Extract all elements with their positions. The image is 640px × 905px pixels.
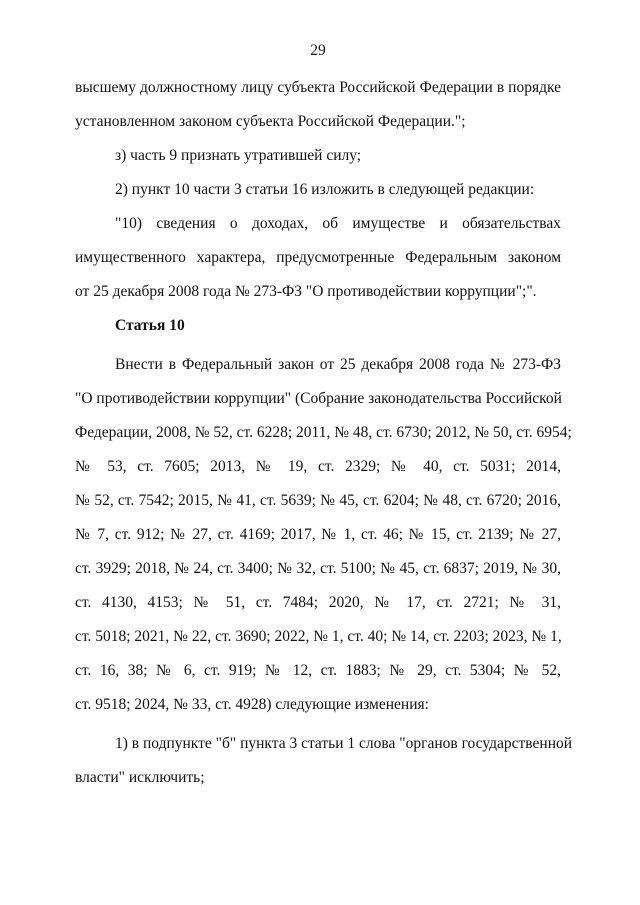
text-line: 2) пункт 10 части 3 статьи 16 изложить в следующей редакции:: [115, 181, 535, 198]
article-heading: Статья 10: [115, 317, 185, 334]
text-line: ст. 5018; 2021, № 22, ст. 3690; 2022, № 1, ст. 40; № 14, ст. 2203; 2023, № 1,: [75, 628, 562, 645]
text-line: з) часть 9 признать утратившей силу;: [115, 147, 362, 164]
text-line: установленном законом субъекта Российской Федерации.";: [75, 113, 466, 130]
text-line: высшему должностному лицу субъекта Российской Федерации в порядке: [75, 79, 561, 96]
text-line: ст. 3929; 2018, № 24, ст. 3400; № 32, ст. 5100; № 45, ст. 6837; 2019, № 30,: [75, 560, 561, 577]
text-line: имущественного характера, предусмотренные Федеральным законом: [75, 249, 561, 266]
text-line: Федерации, 2008, № 52, ст. 6228; 2011, № 48, ст. 6730; 2012, № 50, ст. 6954;: [75, 424, 572, 441]
text-line: ст. 4130, 4153; № 51, ст. 7484; 2020, № 17, ст. 2721; № 31,: [75, 594, 561, 611]
text-line: № 7, ст. 912; № 27, ст. 4169; 2017, № 1, ст. 46; № 15, ст. 2139; № 27,: [75, 526, 561, 543]
text-line: ст. 9518; 2024, № 33, ст. 4928) следующие изменения:: [75, 696, 429, 713]
page-number: 29: [310, 42, 326, 59]
text-line: ст. 16, 38; № 6, ст. 919; № 12, ст. 1883; № 29, ст. 5304; № 52,: [75, 662, 561, 679]
text-line: от 25 декабря 2008 года № 273-ФЗ "О противодействии коррупции";".: [75, 283, 537, 300]
text-line: Внести в Федеральный закон от 25 декабря 2008 года № 273-ФЗ: [115, 356, 561, 373]
text-line: "10) сведения о доходах, об имуществе и обязательствах: [115, 215, 561, 232]
text-line: № 52, ст. 7542; 2015, № 41, ст. 5639; № 45, ст. 6204; № 48, ст. 6720; 2016,: [75, 492, 561, 509]
document-body: [75, 71, 573, 795]
text-line: № 53, ст. 7605; 2013, № 19, ст. 2329; № 40, ст. 5031; 2014,: [75, 458, 561, 475]
text-line: власти" исключить;: [75, 769, 205, 786]
text-line: 1) в подпункте "б" пункта 3 статьи 1 слова "органов государственной: [115, 735, 573, 752]
text-line: "О противодействии коррупции" (Собрание законодательства Российской: [75, 390, 562, 407]
